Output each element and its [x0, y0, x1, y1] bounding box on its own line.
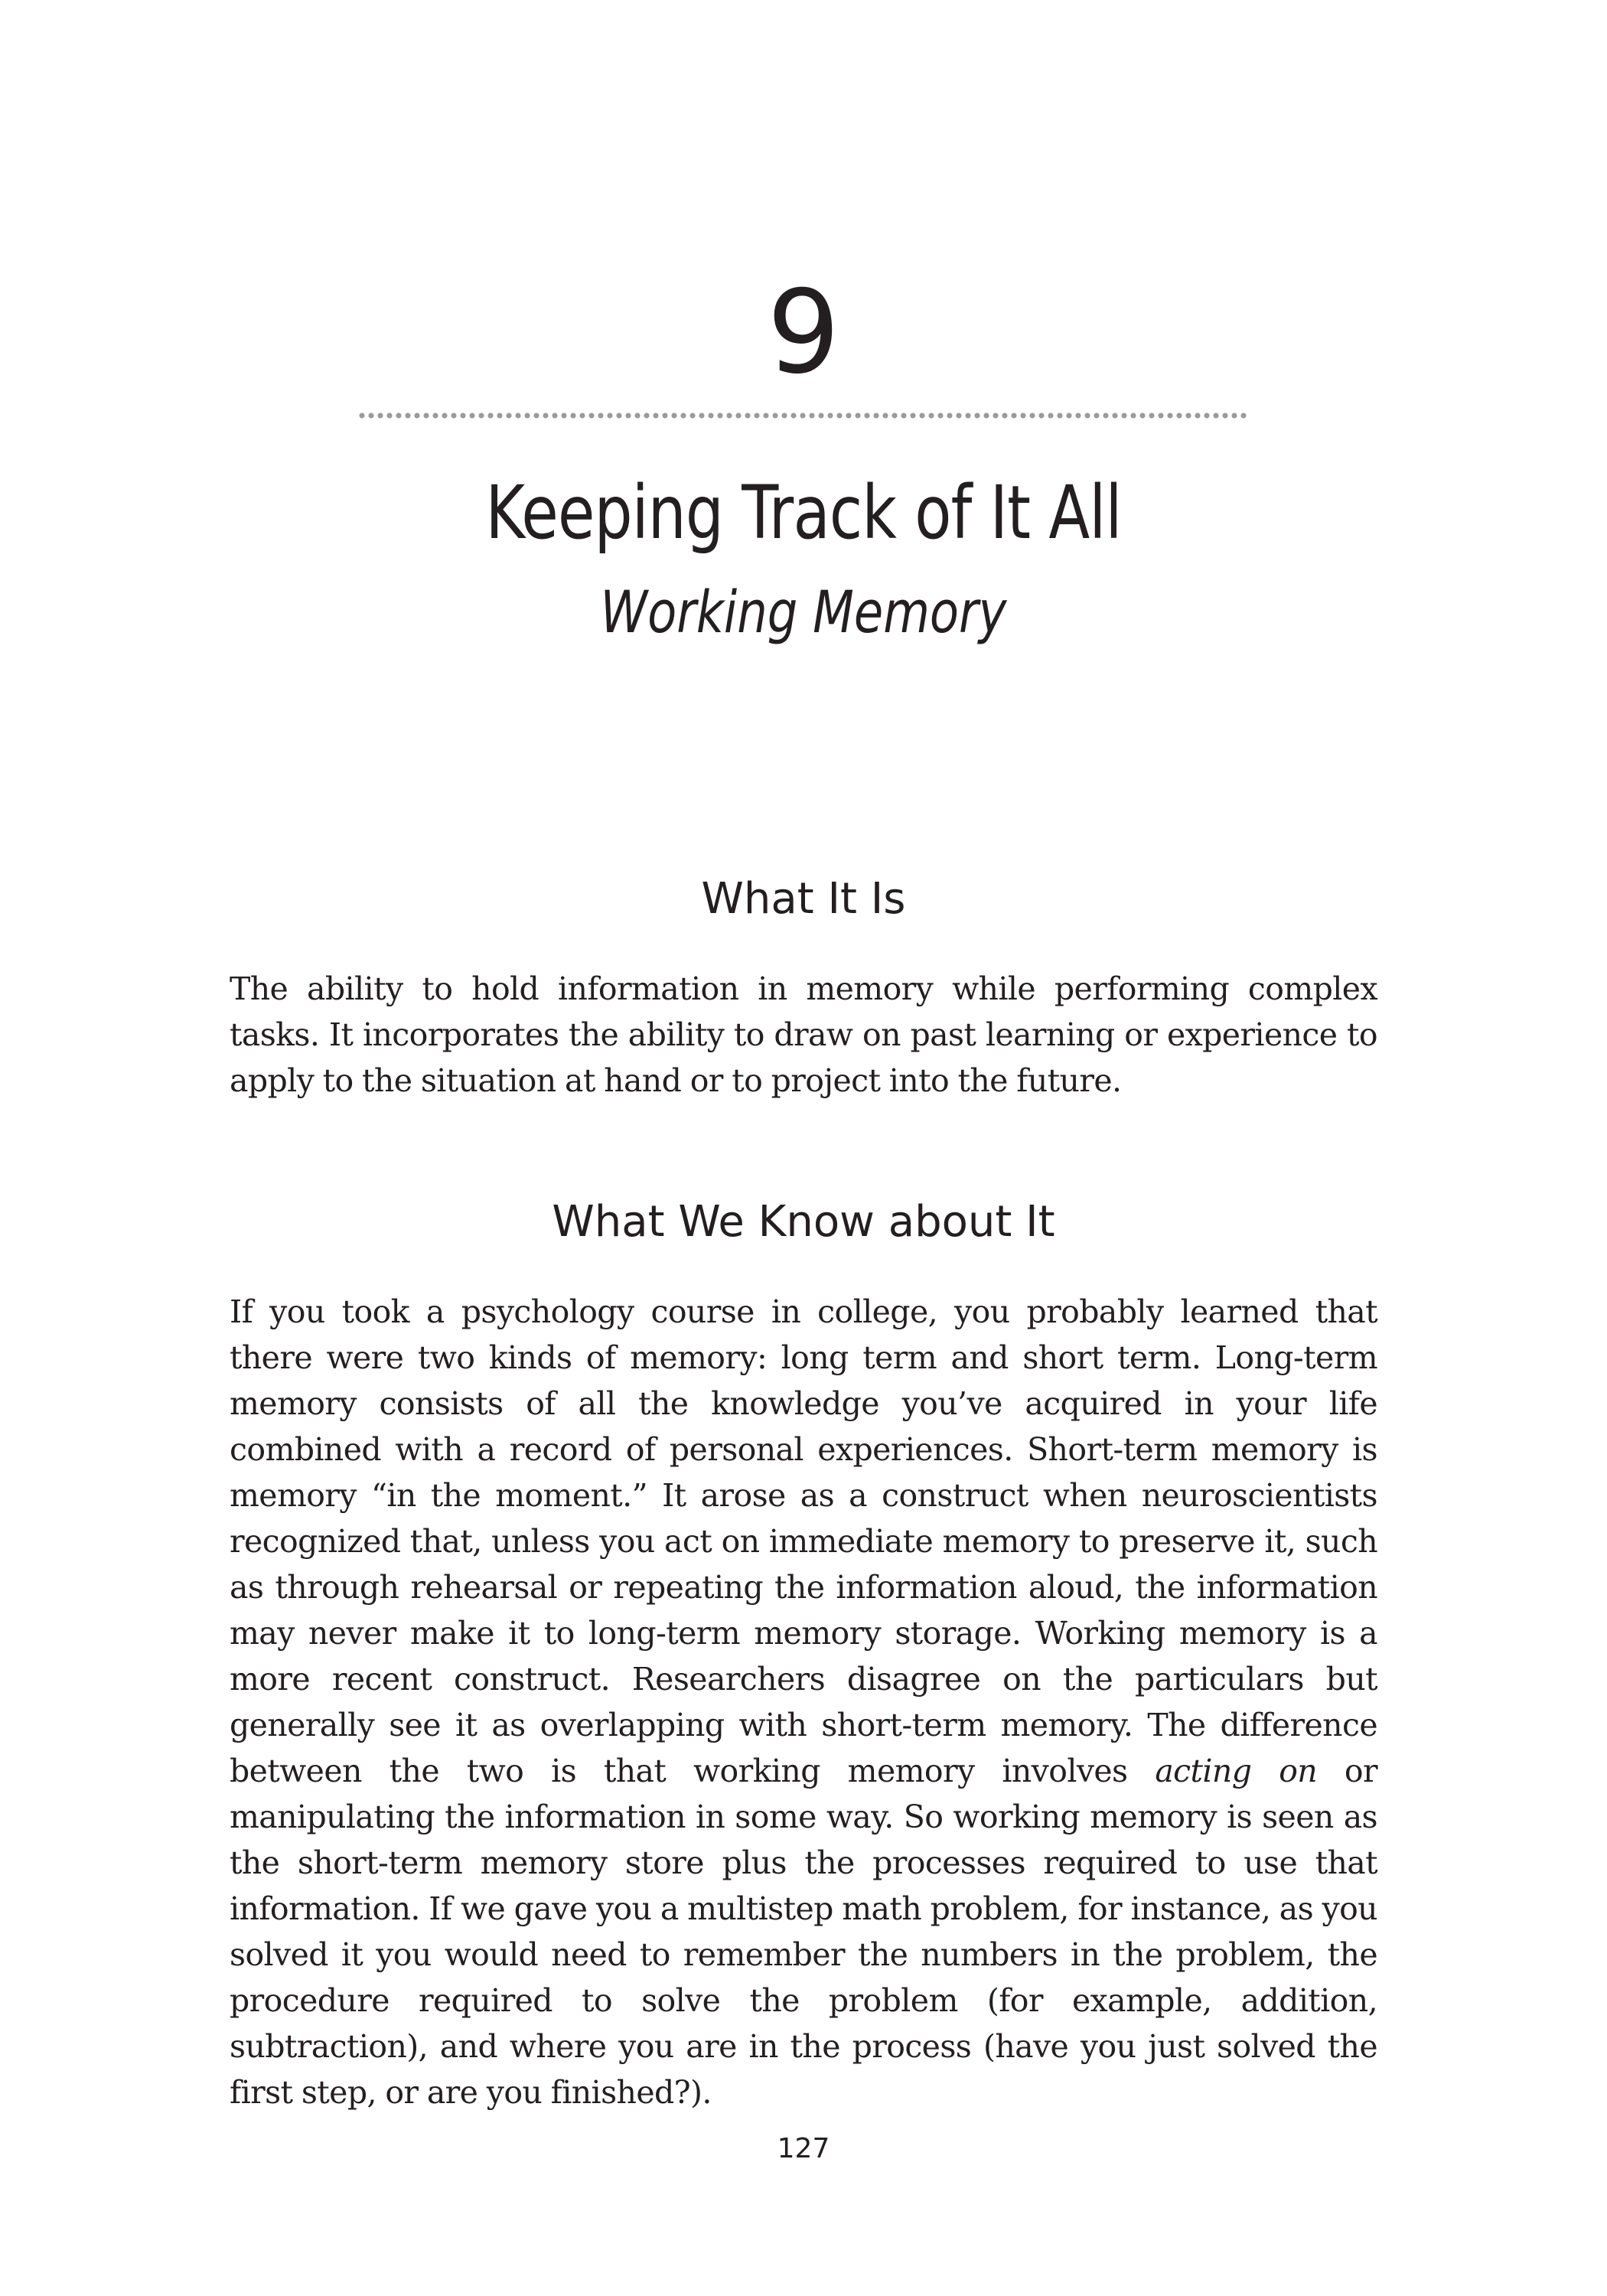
page-number: 127: [777, 2133, 830, 2164]
emphasis-text: acting on: [1155, 1753, 1318, 1789]
paragraph-what-we-know: [230, 1289, 1377, 2115]
dotted-divider: [357, 411, 1250, 420]
section-heading-what-we-know: What We Know about It: [552, 1197, 1055, 1247]
section-heading-what-it-is: What It Is: [701, 874, 906, 924]
chapter-title: Keeping Track of It All: [485, 470, 1122, 556]
paragraph-what-it-is: The ability to hold information in memory while performing complex tasks. It incorporates the ability to draw on past learning or experience to apply to the situation at hand or to project into the future.: [230, 970, 1377, 1099]
paragraph-text-after-emphasis: or manipulating the information in some way. So working memory is seen as the short-term memory store plus the processes required to use that information. If we gave you a multistep math problem, for instance, as you solved it you would need to remember the numbers in the problem, the procedure required to solve the problem (for example, addition, subtraction), and where you are in the process (have you just solved the first step, or are you finished?).: [230, 1753, 1377, 2111]
chapter-subtitle: Working Memory: [600, 578, 1007, 646]
paragraph-text-before-emphasis: If you took a psychology course in college, you probably learned that there were two kinds of memory: long term and short term. Long-term memory consists of all the knowledge you’ve acquired in your life combined with a record of personal experiences. Short-term memory is memory “in the moment.” It arose as a construct when neuroscientists recognized that, unless you act on immediate memory to preserve it, such as through rehearsal or repeating the information aloud, the information may never make it to long-term memory storage. Working memory is a more recent construct. Researchers disagree on the particulars but generally see it as overlapping with short-term memory. The difference between the two is that working memory involves: [230, 1293, 1377, 1789]
chapter-number: 9: [767, 266, 840, 400]
